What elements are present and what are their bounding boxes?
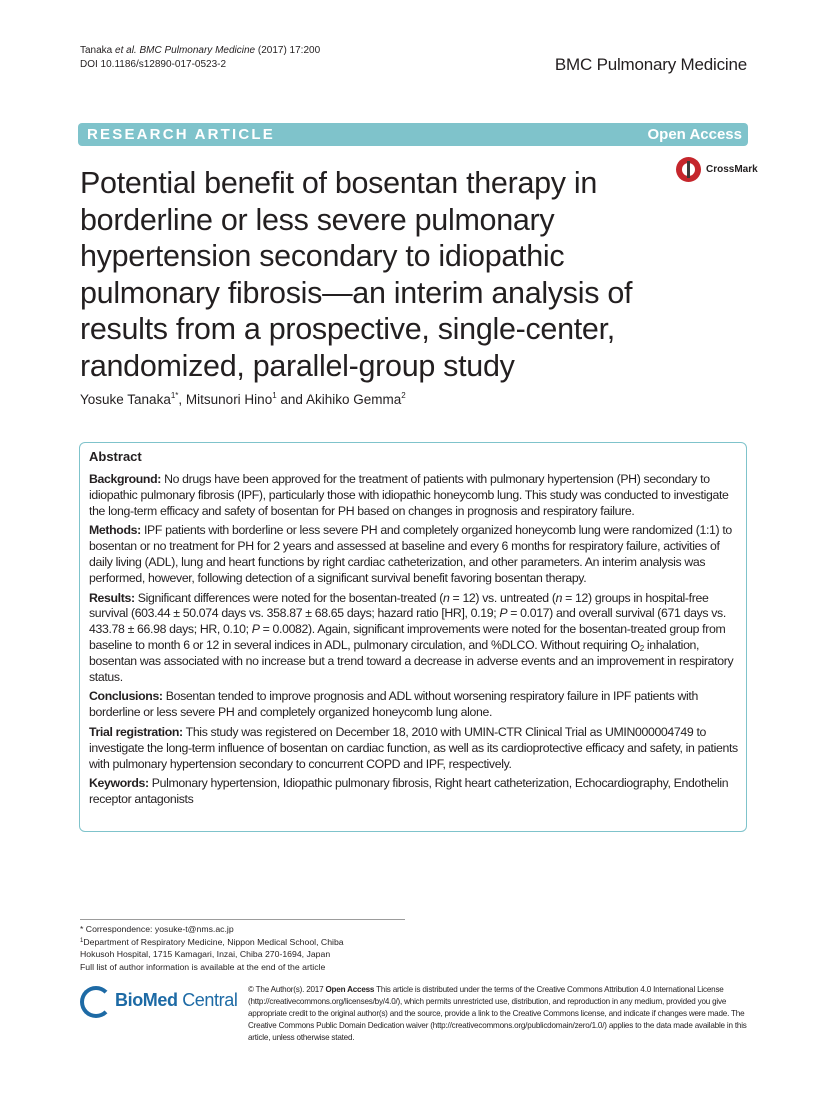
section-label: Results: — [89, 590, 135, 605]
biomed-central-arc-icon — [80, 986, 112, 1018]
title-line: borderline or less severe pulmonary — [80, 202, 555, 237]
abstract-heading: Abstract — [89, 449, 142, 464]
italic-n: n — [442, 590, 450, 605]
open-access-label: Open Access — [647, 126, 742, 143]
citation-journal: et al. BMC Pulmonary Medicine — [115, 45, 256, 56]
section-label: Trial registration: — [89, 724, 183, 739]
footnote-divider — [80, 919, 405, 920]
section-text: = 12) groups in hospital-free survival (603.44 ± 50.074 days vs. 358.87 ± 68.65 days; hazard ratio [HR], 0.19; — [89, 590, 709, 621]
abstract-background — [89, 472, 744, 519]
affiliation-mark: 1 — [80, 938, 84, 945]
title-line: randomized, parallel-group study — [80, 348, 515, 383]
citation-header — [80, 44, 320, 72]
author-affiliation-mark: 2 — [401, 391, 406, 400]
section-text: Significant differences were noted for the bosentan-treated ( — [137, 590, 443, 605]
author-affiliation-mark: 1* — [170, 391, 179, 400]
article-title — [80, 165, 680, 385]
section-label: Keywords: — [89, 776, 149, 791]
logo-wordmark — [115, 990, 237, 1011]
section-label: Background: — [89, 472, 161, 486]
section-text: inhalation, bosentan was associated with no increase but a trend toward a decrease in adverse events and an improvement in respiratory status. — [89, 637, 734, 684]
affiliation-text: Department of Respiratory Medicine, Nippon Medical School, Chiba — [83, 937, 344, 948]
section-label: Methods: — [89, 523, 141, 538]
section-text: = 12) vs. untreated ( — [449, 590, 556, 605]
correspondence-footnote — [80, 923, 460, 973]
abstract-methods — [89, 523, 744, 586]
section-label: Conclusions: — [89, 689, 163, 704]
abstract-conclusions — [89, 689, 744, 721]
section-text: No drugs have been approved for the treatment of patients with pulmonary hypertension (PH) secondary to idiopathic pulmonary fibrosis (IPF), particularly those with idiopathic honeycomb lung. This study was conducted to investigate the long-term efficacy and safety of bosentan for PH based on changes in prognosis and respiratory failure. — [89, 472, 729, 518]
section-text: = 0.017) and overall survival (671 days vs. 433.78 ± 66.98 days; HR, 0.10; — [89, 606, 726, 637]
section-text: = 0.0082). Again, significant improvements were noted for the bosentan-treated group from baseline to month 6 or 12 in several indices in ADL, pulmonary circulation, and %DLCO. Without requiring O — [89, 622, 726, 652]
italic-n: n — [555, 590, 563, 605]
citation-line — [80, 44, 320, 58]
article-type-label: RESEARCH ARTICLE — [87, 126, 275, 143]
section-text: Pulmonary hypertension, Idiopathic pulmonary fibrosis, Right heart catheterization, Echocardiography, Endothelin receptor antagonists — [89, 776, 729, 807]
citation-authors: Tanaka — [80, 45, 113, 56]
abstract-keywords — [89, 776, 744, 808]
title-line: pulmonary fibrosis—an interim analysis of — [80, 275, 633, 310]
title-line: hypertension secondary to idiopathic — [80, 239, 565, 274]
biomed-central-logo[interactable] — [80, 984, 240, 1020]
journal-name: BMC Pulmonary Medicine — [554, 55, 747, 74]
abstract-results — [89, 591, 744, 686]
license-open-access: Open Access — [325, 985, 375, 994]
author-affiliation-mark: 1 — [272, 391, 277, 400]
title-line: Potential benefit of bosentan therapy in — [80, 166, 598, 200]
logo-wordmark-bold: BioMed — [115, 990, 178, 1010]
article-type-band — [78, 123, 748, 146]
full-author-info-note: Full list of author information is available at the end of the article — [80, 961, 326, 972]
crossmark-badge[interactable] — [674, 155, 758, 185]
italic-p: P — [251, 622, 260, 637]
title-line: results from a prospective, single-center, — [80, 312, 615, 347]
section-text: This study was registered on December 18, 2010 with UMIN-CTR Clinical Trial as UMIN000004749 to investigate the long-term influence of bosentan on cardiac function, as well as its cardioprotective efficacy and safety, in patients with pulmonary hypertension secondary to concurrent COPD and IPF, respectively. — [89, 724, 738, 771]
section-text: IPF patients with borderline or less severe PH and completely organized honeycomb lung were randomized (1:1) to bosentan or no treatment for PH for 2 years and assessed at baseline and every 6 months for respiratory failure, activities of daily living (ADL), lung and heart functions by right cardiac catheterization, and other parameters. An interim analysis was performed, however, following detection of a significant survival benefit favoring bosentan therapy. — [89, 523, 732, 585]
license-text: This article is distributed under the terms of the Creative Commons Attribution 4.0 International License (http://creativecommons.org/licenses/by/4.0/), which permits unrestricted use, distribution, and reproduction in any medium, provided you give appropriate credit to the original author(s) and the source, provide a link to the Creative Commons license, and indicate if changes were made. The Creative Commons Public Domain Dedication waiver (http://creativecommons.org/publicdomain/zero/1.0/) applies to the data made available in this article, unless otherwise stated. — [248, 985, 747, 1043]
abstract-body — [89, 472, 744, 812]
author-separator: and — [276, 392, 306, 407]
affiliation-line: Hokusoh Hospital, 1715 Kamagari, Inzai, Chiba 270-1694, Japan — [80, 949, 331, 960]
license-statement — [248, 984, 748, 1044]
doi-line[interactable]: DOI 10.1186/s12890-017-0523-2 — [80, 59, 227, 70]
citation-volume: (2017) 17:200 — [257, 45, 321, 56]
subscript-2: 2 — [639, 643, 644, 653]
section-text: Bosentan tended to improve prognosis and ADL without worsening respiratory failure in IPF patients with borderline or less severe PH and completely organized honeycomb lung alone. — [89, 689, 698, 720]
affiliation-line — [80, 935, 460, 948]
abstract-trial-registration — [89, 725, 744, 772]
author-name[interactable]: Akihiko Gemma — [305, 392, 402, 407]
license-prefix: © The Author(s). 2017 — [248, 985, 326, 994]
author-name[interactable]: Mitsunori Hino — [185, 392, 273, 407]
correspondence-email[interactable]: * Correspondence: yosuke-t@nms.ac.jp — [80, 924, 234, 934]
logo-wordmark-regular: Central — [177, 990, 238, 1010]
crossmark-label: CrossMark — [706, 164, 758, 175]
author-list — [80, 391, 406, 407]
author-separator: , — [178, 392, 186, 407]
author-name[interactable]: Yosuke Tanaka — [80, 392, 171, 407]
italic-p: P — [499, 606, 508, 621]
